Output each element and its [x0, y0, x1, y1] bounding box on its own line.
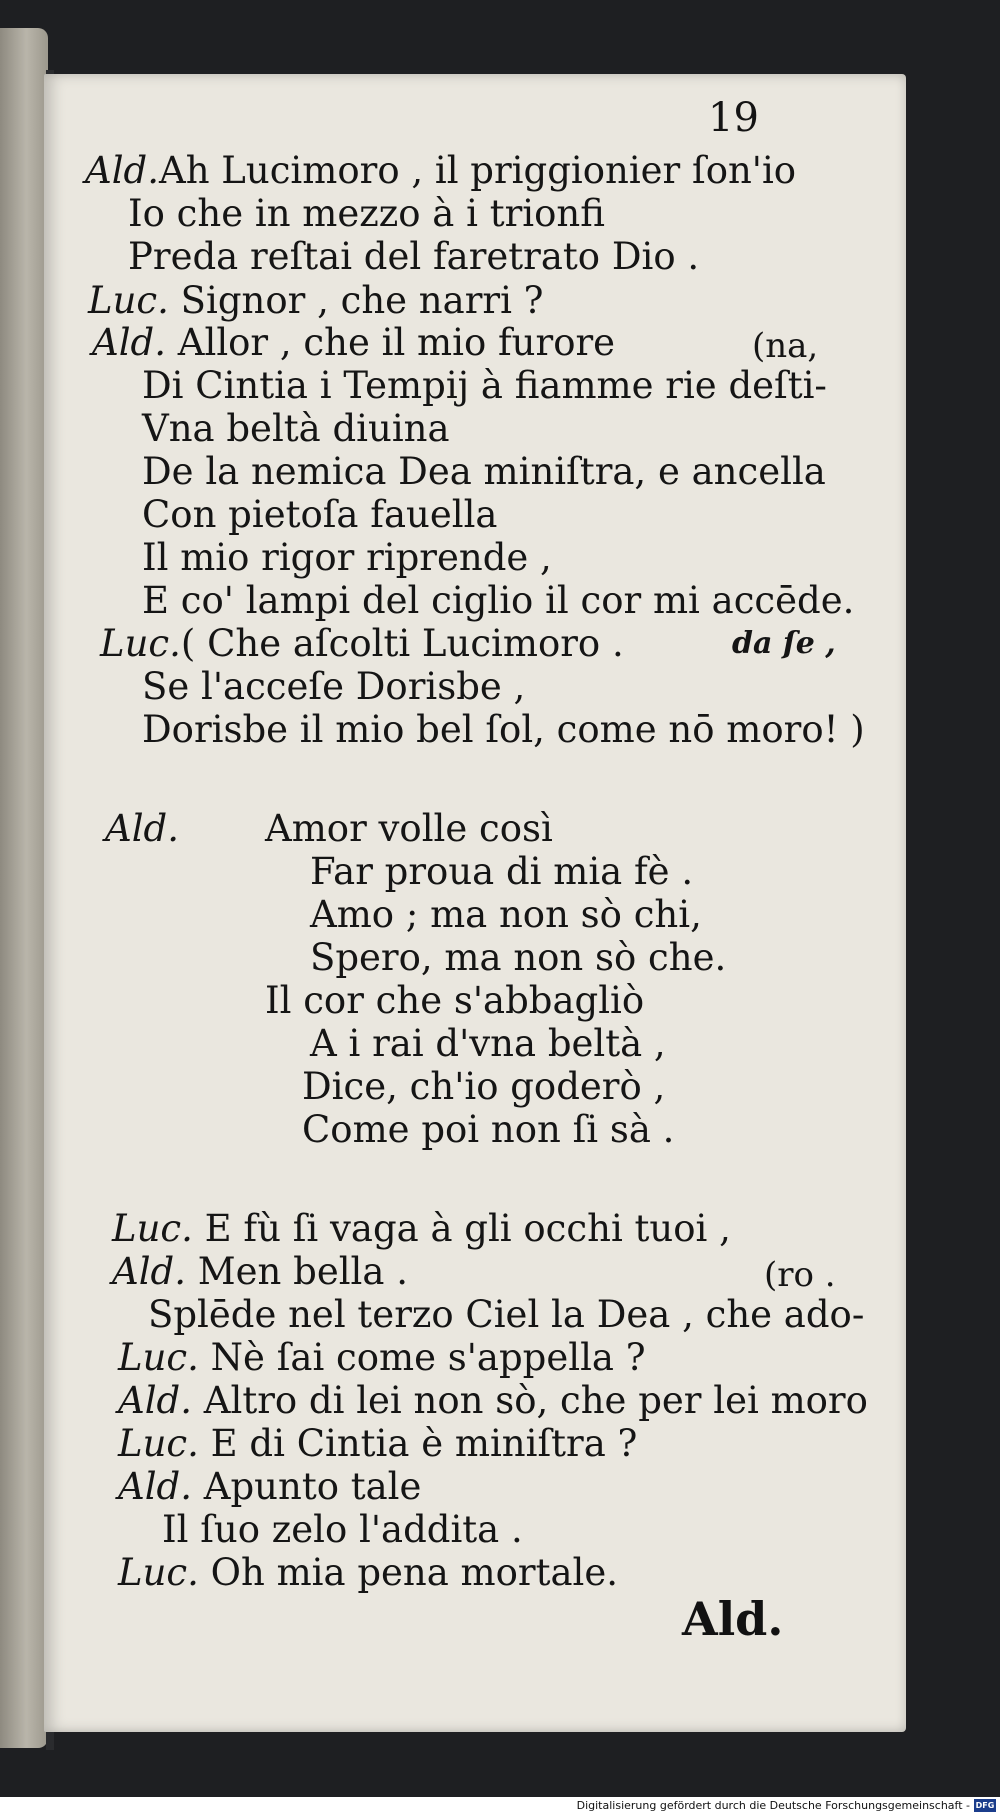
text-line: Dorisbe il mio bel ſol, come nō moro! ) — [142, 708, 865, 751]
footer-credit: Digitalisierung gefördert durch die Deutsche Forschungsgemeinschaft - — [576, 1799, 970, 1812]
text-line: Amor volle così — [265, 807, 553, 850]
text-line: Io che in mezzo à i trionfi — [128, 192, 605, 235]
text-line: Ald. — [105, 807, 179, 850]
text-line: Il ſuo zelo l'addita . — [162, 1508, 523, 1551]
text-line: Come poi non ſi sà . — [302, 1108, 675, 1151]
text-line: Ald. Men bella . — [112, 1250, 408, 1293]
text-line: Luc. Oh mia pena mortale. — [118, 1551, 619, 1594]
text-line: Preda reſtai del faretrato Dio . — [128, 235, 700, 278]
text-line: Dice, ch'io goderò , — [302, 1065, 666, 1108]
text-line: Spero, ma non sò che. — [310, 936, 727, 979]
text-line: Ald. Allor , che il mio furore — [92, 321, 616, 364]
text-line: Di Cintia i Tempij à fiamme rie deſti- — [142, 364, 827, 407]
text-line: Se l'acceſe Dorisbe , — [142, 665, 526, 708]
margin-note-aside: da ſe , — [732, 626, 836, 661]
text-line: Vna beltà diuina — [142, 407, 450, 450]
text-line: Splēde nel terzo Ciel la Dea , che ado- — [148, 1293, 865, 1336]
text-line: Amo ; ma non sò chi, — [310, 893, 702, 936]
text-line: E co' lampi del ciglio il cor mi accēde. — [142, 579, 855, 622]
dfg-logo: DFG — [975, 1801, 995, 1810]
text-line: A i rai d'vna beltà , — [310, 1022, 666, 1065]
page-number: 19 — [708, 95, 759, 141]
text-line: Far proua di mia fè . — [310, 850, 694, 893]
text-line: Il cor che s'abbagliò — [265, 979, 645, 1022]
margin-note-turnover: (ro . — [764, 1255, 836, 1295]
text-line: Ald. Apunto tale — [118, 1465, 422, 1508]
text-line: Il mio rigor riprende , — [142, 536, 552, 579]
text-line: Ald.Ah Lucimoro , il priggionier ſon'io — [85, 149, 797, 192]
text-line: De la nemica Dea miniſtra, e ancella — [142, 450, 826, 493]
margin-note-turnover: (na, — [752, 326, 819, 366]
text-line: Luc. E fù ſi vaga à gli occhi tuoi , — [112, 1207, 731, 1250]
text-line: Luc.( Che aſcolti Lucimoro . — [100, 622, 624, 665]
text-line: Luc. Signor , che narri ? — [88, 279, 544, 322]
text-line: Luc. Nè ſai come s'appella ? — [118, 1336, 646, 1379]
facing-page-edge — [0, 28, 48, 1748]
text-line: Ald. Altro di lei non sò, che per lei moro — [118, 1379, 868, 1422]
catchword: Ald. — [682, 1592, 784, 1646]
text-line: Con pietoſa fauella — [142, 493, 498, 536]
text-line: Luc. E di Cintia è miniſtra ? — [118, 1422, 638, 1465]
